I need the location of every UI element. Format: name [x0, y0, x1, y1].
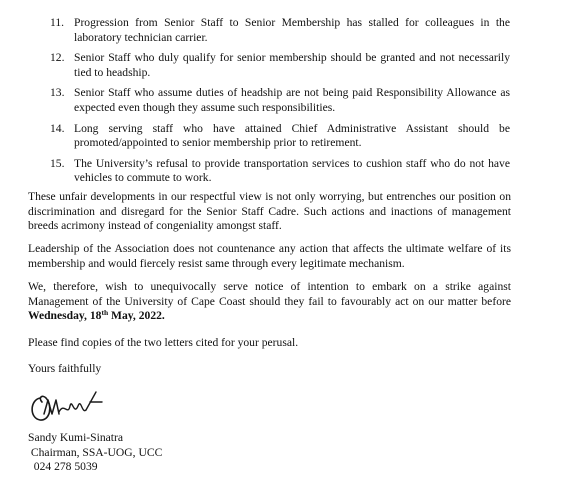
list-item [50, 16, 510, 45]
list-item-text: Long serving staff who have attained Chief Administrative Assistant should be promoted/appointed to senior membership prior to retirement. [74, 121, 510, 150]
strike-notice-paragraph [28, 280, 511, 324]
strike-notice-day: Wednesday, [28, 309, 87, 323]
signatory-title: Chairman, SSA-UOG, UCC [28, 445, 163, 459]
list-item-text: The University’s refusal to provide transportation services to cushion staff who do not have vehicles to commute to work. [74, 156, 510, 185]
strike-notice-date: 18th May, 2022. [89, 308, 165, 323]
list-item-text: Senior Staff who duly qualify for senior membership should be granted and not necessarily tied to headship. [74, 51, 510, 79]
unfair-developments-paragraph: These unfair developments in our respectful view is not only worrying, but entrenches our position on discrimination and disregard for the Senior Staff Cadre. Such actions and inactions of management breeds acrimony instead of congeniality amongst staff. [28, 190, 511, 233]
list-item-number: 14. [50, 121, 65, 135]
list-item [50, 86, 510, 115]
list-item [50, 157, 510, 186]
grievance-list [50, 16, 510, 192]
list-item-number: 12. [50, 51, 65, 65]
closing-salutation: Yours faithfully [28, 362, 102, 375]
leadership-paragraph: Leadership of the Association does not countenance any action that affects the ultimate welfare of its membership and would fiercely resist same through every legitimate mechanism. [28, 242, 511, 270]
signatory-name: Sandy Kumi-Sinatra [28, 431, 123, 444]
list-item-text: Progression from Senior Staff to Senior Membership has stalled for colleagues in the laboratory technician carrier. [74, 16, 510, 44]
list-item-number: 11. [50, 16, 65, 29]
copies-paragraph: Please find copies of the two letters cited for your perusal. [28, 336, 299, 349]
list-item-number: 15. [50, 156, 65, 170]
list-item-number: 13. [50, 86, 65, 100]
list-item [50, 122, 510, 151]
list-item [50, 51, 510, 80]
list-item-text: Senior Staff who assume duties of headship are not being paid Responsibility Allowance as expected even though they assume such responsibilities. [74, 86, 510, 114]
signatory-phone: 024 278 5039 [28, 460, 98, 474]
strike-notice-text: We, therefore, wish to unequivocally serve notice of intention to embark on a strike against Management of the University of Cape Coast should they fail to favourably act on our matter before [28, 280, 511, 308]
signatory-block [28, 431, 162, 475]
handwritten-signature [26, 388, 106, 424]
